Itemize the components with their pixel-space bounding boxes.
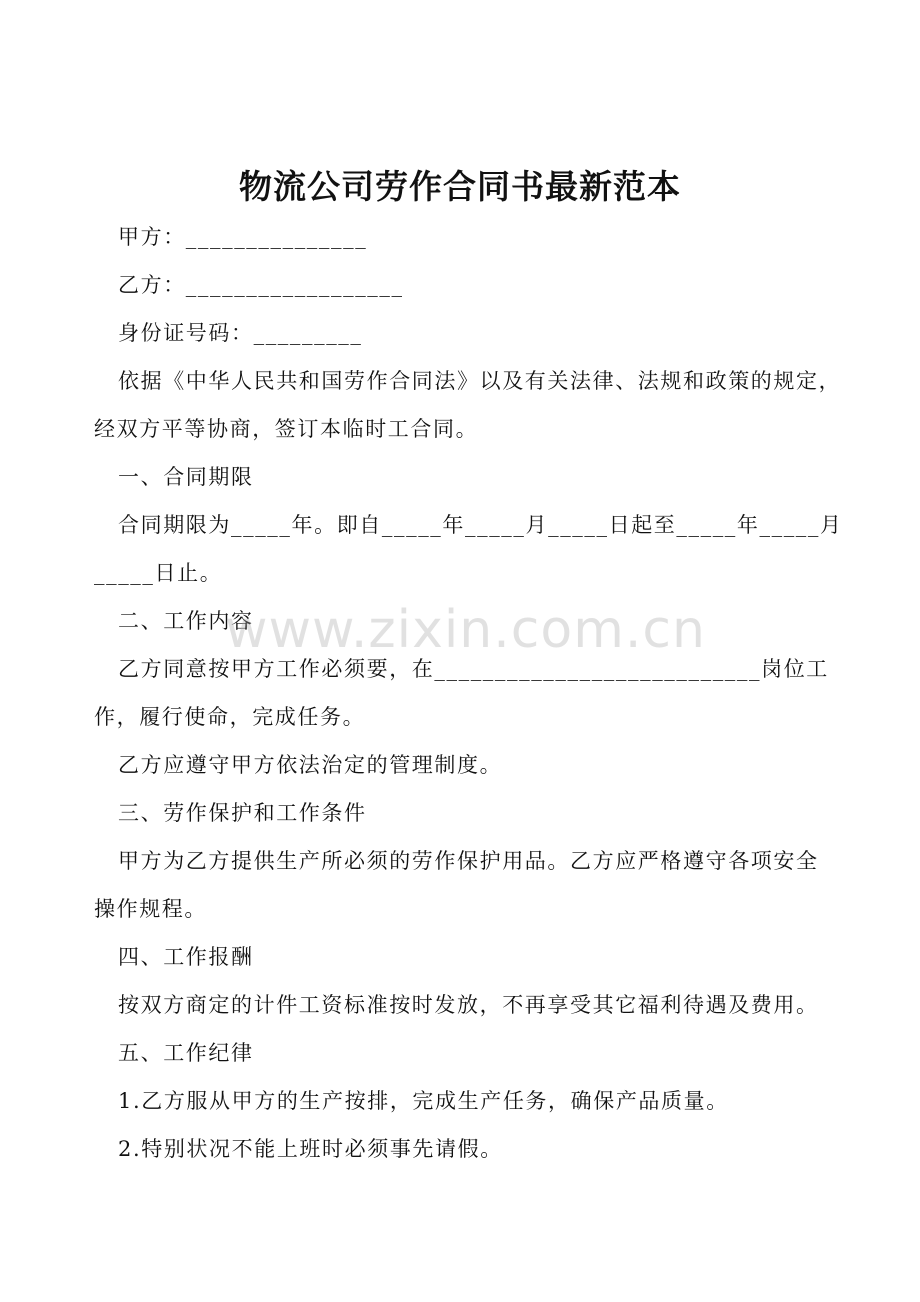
discipline-item-2: 2.特别状况不能上班时必须事先请假。 <box>118 1137 503 1161</box>
party-b-line: 乙方：__________________ <box>118 273 404 297</box>
work-content-line-2: 作，履行使命，完成任务。 <box>94 705 366 729</box>
discipline-item-1: 1.乙方服从甲方的生产按排，完成生产任务，确保产品质量。 <box>118 1089 729 1113</box>
work-content-line-3: 乙方应遵守甲方依法治定的管理制度。 <box>118 753 503 777</box>
document-title: 物流公司劳作合同书最新范本 <box>239 167 681 206</box>
work-content-line-1: 乙方同意按甲方工作必须要，在___________________________岗位工 <box>118 657 829 681</box>
section-heading-pay: 四、工作报酬 <box>118 945 254 969</box>
section-heading-term: 一、合同期限 <box>118 465 254 489</box>
term-paragraph-line-1: 合同期限为_____年。即自_____年_____月_____日起至_____年_____月 <box>118 513 843 537</box>
id-number-line: 身份证号码：_________ <box>118 321 363 345</box>
pay-line: 按双方商定的计件工资标准按时发放，不再享受其它福利待遇及费用。 <box>118 993 819 1017</box>
section-heading-protection: 三、劳作保护和工作条件 <box>118 801 367 825</box>
section-heading-discipline: 五、工作纪律 <box>118 1041 254 1065</box>
section-heading-work-content: 二、工作内容 <box>118 609 254 633</box>
term-paragraph-line-2: _____日止。 <box>94 561 223 585</box>
intro-paragraph-line-1: 依据《中华人民共和国劳作合同法》以及有关法律、法规和政策的规定， <box>118 369 842 393</box>
party-a-line: 甲方：_______________ <box>118 225 368 249</box>
watermark: www.zixin.com.cn <box>225 600 706 660</box>
protection-line-1: 甲方为乙方提供生产所必须的劳作保护用品。乙方应严格遵守各项安全 <box>118 849 819 873</box>
intro-paragraph-line-2: 经双方平等协商，签订本临时工合同。 <box>94 417 479 441</box>
protection-line-2: 操作规程。 <box>94 897 207 921</box>
